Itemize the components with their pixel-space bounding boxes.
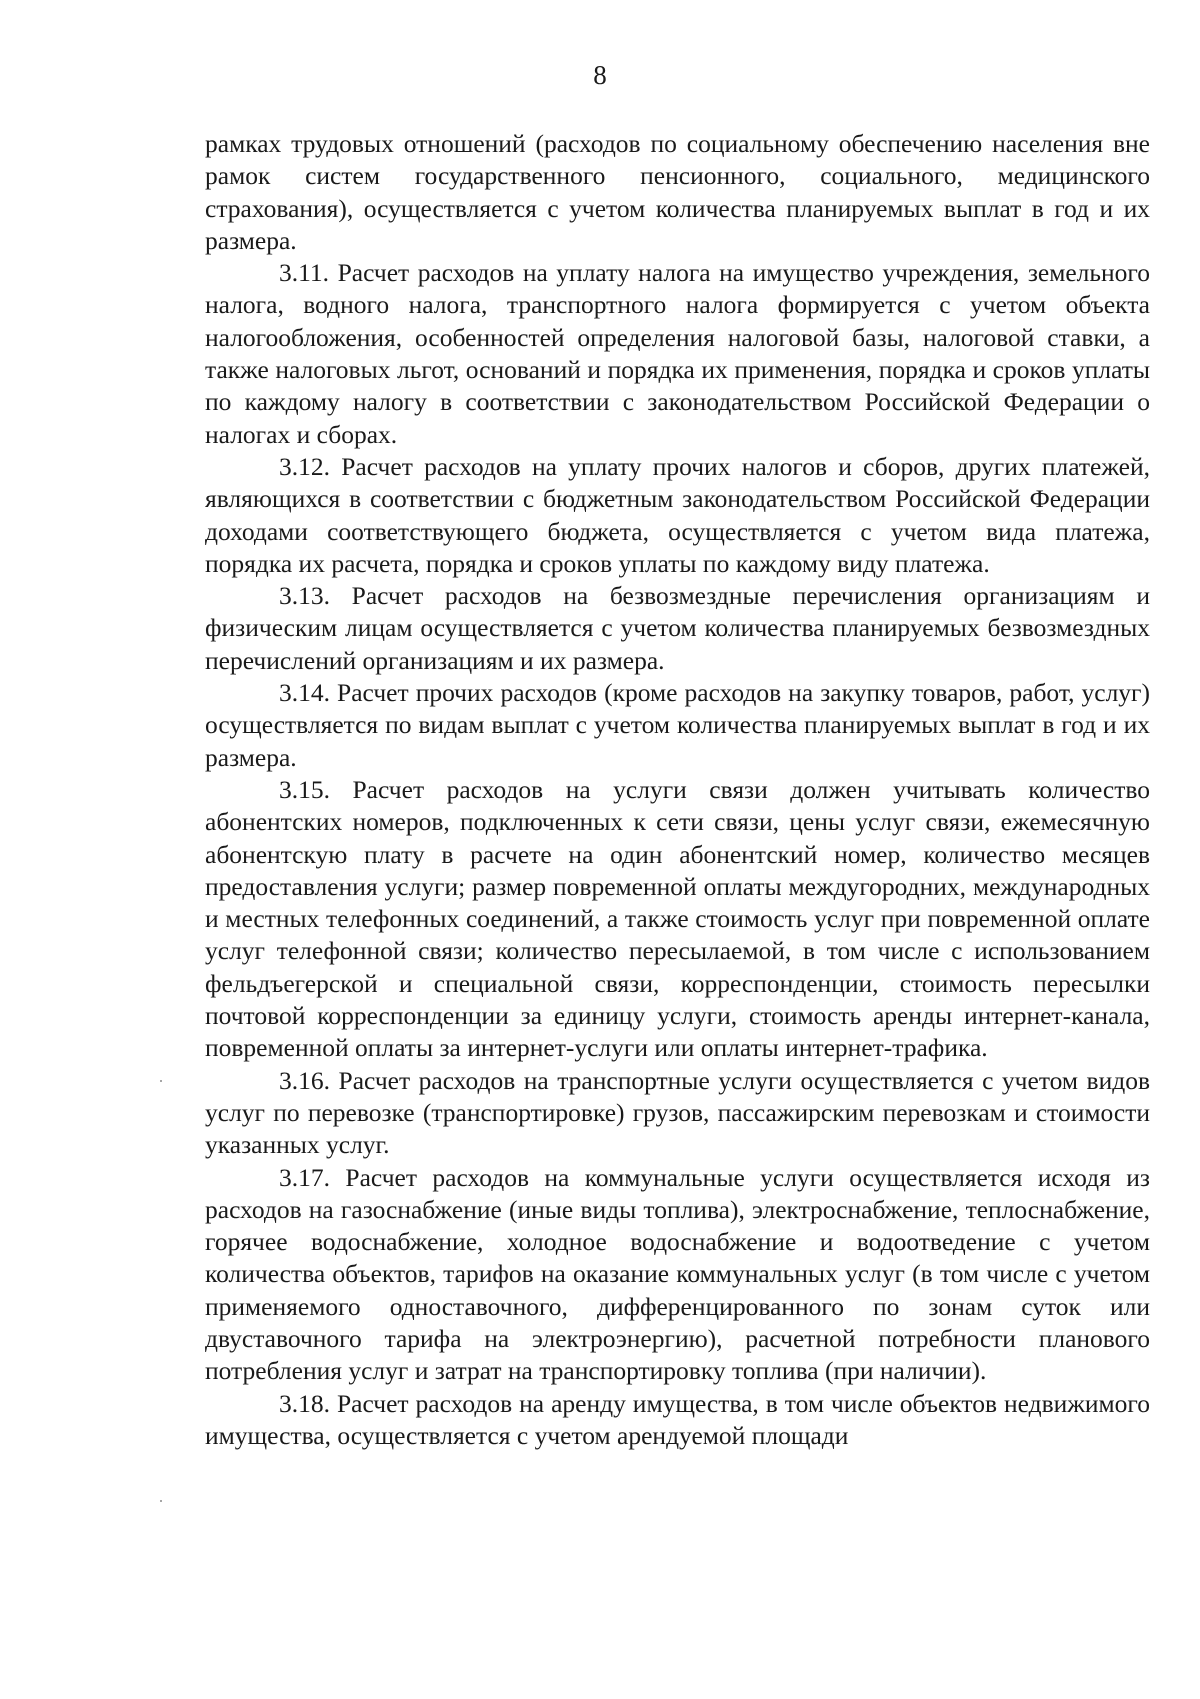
paragraph-3-12: 3.12. Расчет расходов на уплату прочих налогов и сборов, других платежей, являющихся в соответствии с бюджетным законодательством Российской Федерации доходами соответствующего бюджета, осуществляется с учетом вида платежа, порядка их расчета, порядка и сроков уплаты по каждому виду платежа. — [205, 451, 1150, 578]
paragraph-continuation: рамках трудовых отношений (расходов по социальному обеспечению населения вне рамок систем государственного пенсионного, социального, медицинского страхования), осуществляется с учетом количества планируемых выплат в год и их размера. — [205, 129, 1150, 255]
paragraph-3-11: 3.11. Расчет расходов на уплату налога на имущество учреждения, земельного налога, водного налога, транспортного налога формируется с учетом объекта налогообложения, особенностей определения налоговой базы, налоговой ставки, а также налоговых льгот, оснований и порядка их применения, порядка и сроков уплаты по каждому налогу в соответствии с законодательством Российской Федерации о налогах и сборах. — [205, 258, 1150, 449]
paragraph-3-15: 3.15. Расчет расходов на услуги связи должен учитывать количество абонентских номеров, подключенных к сети связи, цены услуг связи, ежемесячную абонентскую плату в расчете на один абонентский номер, количество месяцев предоставления услуги; размер повременной оплаты междугородних, международных и местных телефонных соединений, а также стоимость услуг при повременной оплате услуг телефонной связи; количество пересылаемой, в том числе с использованием фельдъегерской и специальной связи, корреспонденции, стоимость пересылки почтовой корреспонденции за единицу услуги, стоимость аренды интернет-канала, повременной оплаты за интернет-услуги или оплаты интернет-трафика. — [205, 774, 1150, 1063]
paragraph-3-18: 3.18. Расчет расходов на аренду имущества, в том числе объектов недвижимого имущества, осуществляется с учетом арендуемой площади — [205, 1388, 1150, 1450]
document-body — [205, 128, 1150, 1452]
paragraph-3-13: 3.13. Расчет расходов на безвозмездные перечисления организациям и физическим лицам осуществляется с учетом количества планируемых безвозмездных перечислений организациям и их размера. — [205, 581, 1150, 675]
paragraph-3-16: 3.16. Расчет расходов на транспортные услуги осуществляется с учетом видов услуг по перевозке (транспортировке) грузов, пассажирским перевозкам и стоимости указанных услуг. — [205, 1065, 1150, 1160]
scan-speck — [160, 1080, 162, 1082]
paragraph-3-17: 3.17. Расчет расходов на коммунальные услуги осуществляется исходя из расходов на газоснабжение (иные виды топлива), электроснабжение, теплоснабжение, горячее водоснабжение, холодное водоснабжение и водоотведение с учетом количества объектов, тарифов на оказание коммунальных услуг (в том числе с учетом применяемого одноставочного, дифференцированного по зонам суток или двуставочного тарифа на электроэнергию), расчетной потребности планового потребления услуг и затрат на транспортировку топлива (при наличии). — [205, 1162, 1150, 1386]
page-number: 8 — [593, 60, 607, 90]
scan-speck — [160, 1500, 162, 1502]
paragraph-3-14: 3.14. Расчет прочих расходов (кроме расходов на закупку товаров, работ, услуг) осуществляется по видам выплат с учетом количества планируемых выплат в год и их размера. — [205, 678, 1150, 772]
